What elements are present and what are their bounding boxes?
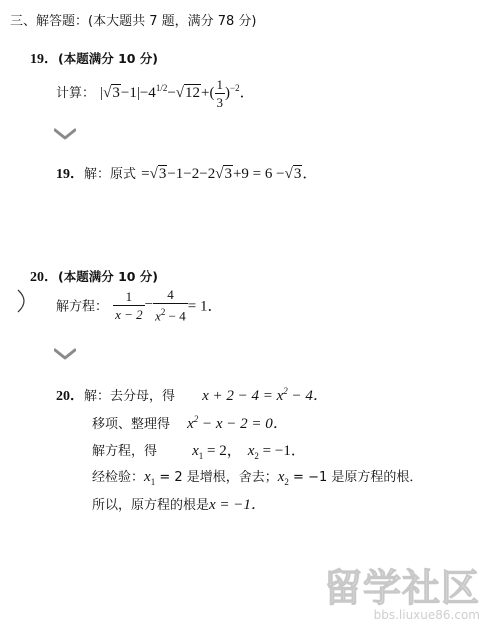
exponent-half: 1/2 <box>155 82 168 93</box>
minus-one: −1 <box>120 84 137 101</box>
watermark-url: bbs.liuxue86.com <box>373 608 480 622</box>
q20-solution-line1: 20．解：去分母，得 $x + 2 - 4 = x^2 - 4$． <box>56 386 328 404</box>
eq-quadratic: $x^2 - x - 2 = 0$． <box>187 414 288 432</box>
q19-solution-label: 解：原式 <box>84 167 137 182</box>
q20-solution-line5: 所以，原方程的根是x = −1． <box>92 497 266 513</box>
q20-number: 20． <box>30 270 58 285</box>
radicand-3: 3 <box>112 84 120 101</box>
fraction-4-over-x2-minus-4: $\frac{4}{x^2 - 4}$ <box>155 287 186 324</box>
arc-mark-icon <box>14 288 32 314</box>
rhs-equals-one: = 1． <box>187 298 223 315</box>
close-paren: ) <box>225 84 230 101</box>
q19-solution-number: 19． <box>56 167 84 182</box>
minus-sign: − <box>167 84 176 101</box>
q20-heading <box>30 266 158 286</box>
q19-number: 19． <box>30 52 58 67</box>
watermark-logo: 留学社区 <box>323 566 480 610</box>
abs-bar-left: | <box>100 84 104 101</box>
q19-expression: $|√3-1|-4^{1/2}-√12+$( $\frac{1}{3}$ )$^{-2}$． <box>100 77 255 110</box>
fraction-one-third: $\frac{1}{3}$ <box>216 77 223 110</box>
q19-solution-expression: =√3−1−2−2√3+9 = 6 −√3． <box>141 166 318 182</box>
q19-label: 计算： <box>56 85 96 101</box>
q19-heading <box>30 48 158 68</box>
period: ． <box>239 84 255 101</box>
radicand-12: 12 <box>185 84 201 101</box>
eq-cleared: $x + 2 - 4 = x^2 - 4$． <box>202 386 328 404</box>
watermark <box>324 557 480 622</box>
section-title: 三、解答题：(本大题共 7 题，满分 78 分) <box>10 14 257 29</box>
q20-label: 解方程： <box>56 299 109 315</box>
roots: $x_1 = 2$， $x_2 = -1$． <box>192 443 306 461</box>
final-root: x = −1． <box>209 497 266 513</box>
q20-solution-line3: 解方程，得 $x_1 = 2$， $x_2 = -1$． <box>92 443 306 461</box>
minus-sign: − <box>144 296 154 313</box>
q19-solution <box>56 162 317 183</box>
fraction-1-over-x-minus-2: $\frac{1}{x - 2}$ <box>115 288 143 322</box>
check-roots: $x_1$ <box>144 469 156 487</box>
q19-score: (本题满分 10 分) <box>58 51 159 66</box>
minus-four: −4 <box>139 84 156 101</box>
q20-solution-line4: 经检验：$x_1 = 2$ 是增根，舍去；$x_2 = -1$ 是原方程的根． <box>92 469 423 487</box>
q20-solution-line2: 移项、整理得 $x^2 - x - 2 = 0$． <box>92 414 288 432</box>
chevron-down-icon[interactable] <box>54 348 76 360</box>
q20-score: (本题满分 10 分) <box>58 269 159 284</box>
chevron-down-icon[interactable] <box>54 128 76 140</box>
abs-bar-right: | <box>136 84 140 101</box>
plus-paren: +( <box>201 84 215 101</box>
q19-problem <box>56 76 255 111</box>
q20-problem <box>56 286 222 324</box>
exponent-neg-two: −2 <box>230 82 240 93</box>
